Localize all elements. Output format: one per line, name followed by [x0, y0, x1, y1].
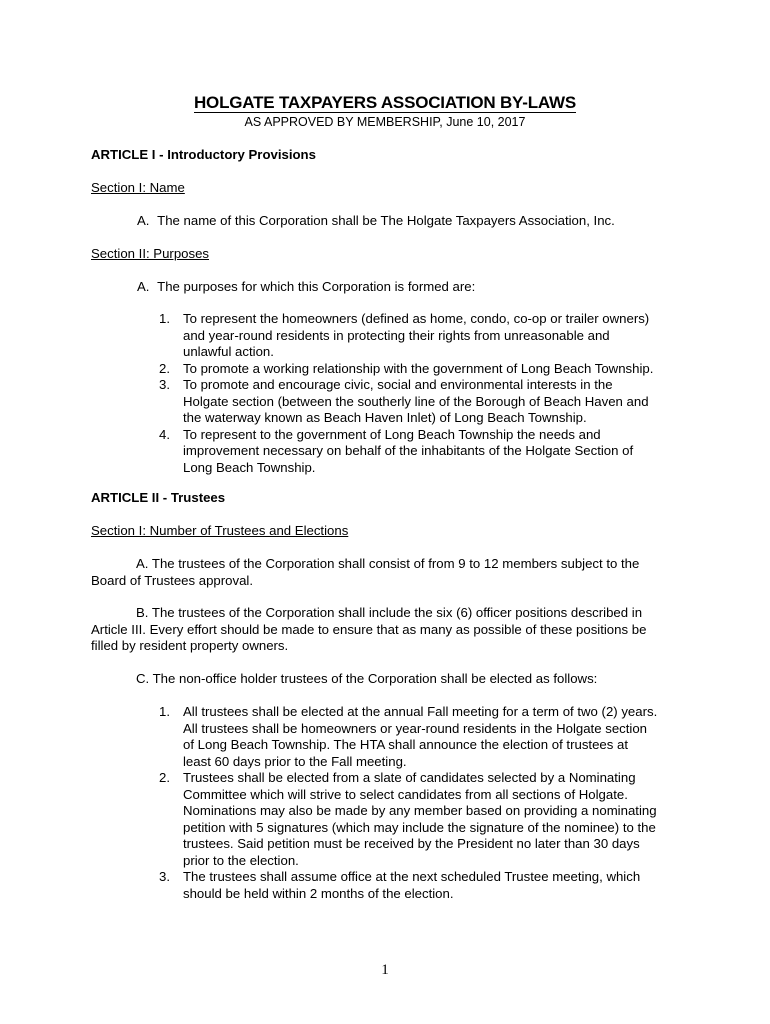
list-marker: 3. [159, 377, 170, 392]
list-marker: 1. [159, 704, 170, 719]
list-marker: 1. [159, 311, 170, 326]
article-1-section-1-heading: Section I: Name [91, 180, 185, 195]
page-number: 1 [381, 962, 389, 978]
document-subtitle: AS APPROVED BY MEMBERSHIP, June 10, 2017 [244, 115, 526, 129]
list-item: 3. To promote and encourage civic, social and environmental interests in the Holgate section (between the southerly line of the Borough of Beach Haven and the waterway known as Beach Haven Inlet) of Long Beach Township. [159, 377, 649, 425]
article-2-paragraph-c: C. The non-office holder trustees of the Corporation shall be elected as follows: [136, 671, 598, 686]
item-marker: A. [137, 279, 150, 294]
list-item: 2. Trustees shall be elected from a slate of candidates selected by a Nominating Committee which will strive to select candidates from all sections of Holgate. Nominations may also be made by any member based on providing a nominating petition with 5 signatures (which may include the signature of the nominee) to the trustees. Said petition must be received by the President no later than 30 days prior to the election. [159, 770, 657, 868]
article-1-section-2-heading: Section II: Purposes [91, 246, 210, 261]
item-text: The purposes for which this Corporation is formed are: [157, 279, 476, 294]
list-marker: 3. [159, 869, 170, 884]
list-item: 4. To represent to the government of Long Beach Township the needs and improvement necessary on behalf of the inhabitants of the Holgate Section of Long Beach Township. [159, 426, 634, 475]
article-1-section-2-item-a [137, 279, 475, 296]
list-item: 3. The trustees shall assume office at the next scheduled Trustee meeting, which should be held within 2 months of the election. [159, 869, 641, 901]
list-item: 1. To represent the homeowners (defined as home, condo, co-op or trailer owners) and year-round residents in protecting their rights from unreasonable and unlawful action. [159, 311, 650, 359]
list-marker: 4. [159, 426, 170, 442]
purposes-list [159, 311, 653, 476]
article-2-heading: ARTICLE II - Trustees [91, 490, 226, 505]
document-title: HOLGATE TAXPAYERS ASSOCIATION BY-LAWS [193, 93, 577, 112]
article-2-paragraph-a: A. The trustees of the Corporation shall consist of from 9 to 12 members subject to the Board of Trustees approval. [91, 556, 640, 588]
list-item: 2. To promote a working relationship with the government of Long Beach Township. [159, 360, 654, 376]
item-text: The name of this Corporation shall be The Holgate Taxpayers Association, Inc. [157, 213, 615, 228]
election-list [159, 704, 657, 902]
article-1-heading: ARTICLE I - Introductory Provisions [91, 147, 316, 162]
list-item: 1. All trustees shall be elected at the annual Fall meeting for a term of two (2) years. All trustees shall be homeowners or year-round residents in the Holgate section of Long Beach Township. The HTA shall announce the election of trustees at least 60 days prior to the Fall meeting. [159, 704, 658, 769]
list-marker: 2. [159, 360, 170, 376]
article-2-paragraph-b: B. The trustees of the Corporation shall include the six (6) officer positions described in Article III. Every effort should be made to ensure that as many as possible of these positions be filled by resident property owners. [91, 605, 647, 653]
list-marker: 2. [159, 770, 170, 785]
item-marker: A. [137, 213, 150, 228]
article-2-section-1-heading: Section I: Number of Trustees and Elections [91, 523, 349, 538]
article-1-section-1-item-a [137, 213, 615, 230]
